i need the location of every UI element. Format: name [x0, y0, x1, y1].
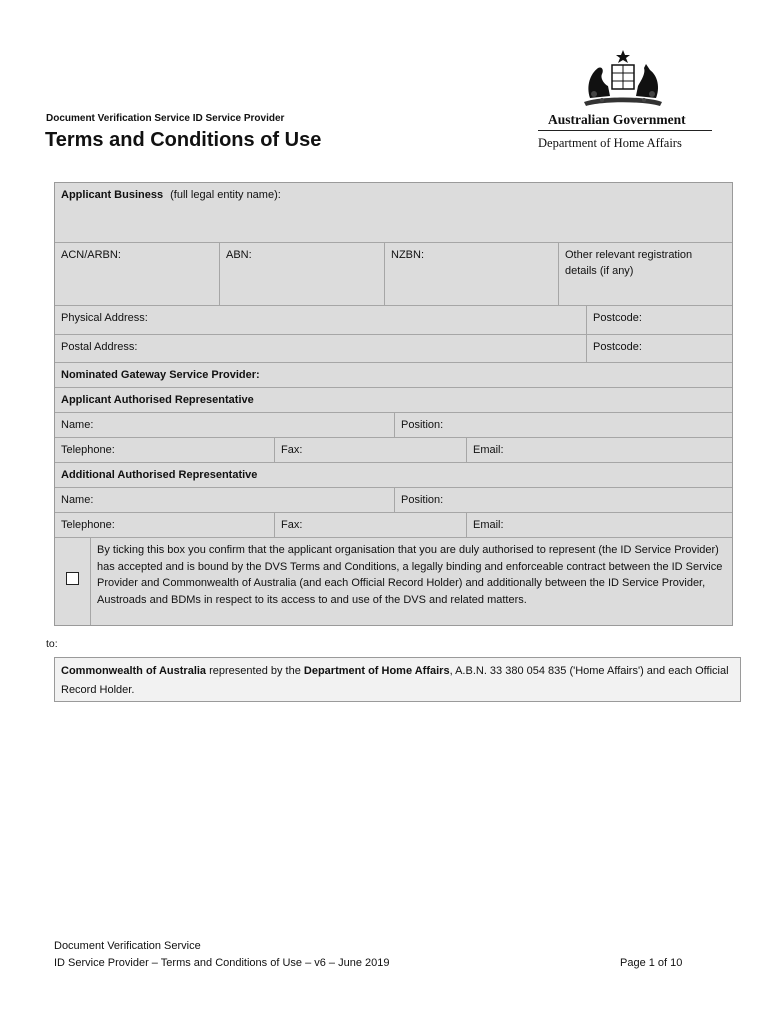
party-text-1: represented by the [206, 665, 304, 677]
position-label: Position: [401, 494, 444, 506]
confirmation-row [55, 537, 732, 625]
document-subtitle: Document Verification Service ID Service Provider [46, 113, 285, 124]
additional-email-field[interactable] [466, 513, 732, 537]
additional-fax-field[interactable] [274, 513, 466, 537]
gateway-row [55, 362, 732, 387]
additional-rep-heading-row [55, 462, 732, 487]
footer-line-2: ID Service Provider – Terms and Conditions of Use – v6 – June 2019 [54, 957, 390, 969]
party-department: Department of Home Affairs [303, 665, 450, 677]
additional-rep-heading: Additional Authorised Representative [55, 463, 732, 487]
document-title: Terms and Conditions of Use [45, 129, 322, 151]
fax-label: Fax: [281, 444, 303, 456]
confirm-checkbox[interactable] [66, 572, 79, 585]
postal-address-label: Postal Address: [61, 341, 138, 353]
department-name: Department of Home Affairs [538, 136, 682, 150]
nzbn-label: NZBN: [391, 249, 424, 261]
coat-of-arms-logo [580, 48, 666, 110]
applicant-business-label: Applicant Business [61, 189, 164, 201]
name-label: Name: [61, 419, 94, 431]
telephone-label: Telephone: [61, 444, 115, 456]
contracting-party-box [54, 657, 741, 702]
position-label: Position: [401, 419, 444, 431]
checkbox-cell [55, 538, 90, 625]
applicant-rep-heading-row [55, 387, 732, 412]
applicant-telephone-field[interactable] [55, 438, 274, 462]
abn-label: ABN: [226, 249, 252, 261]
page-number: Page 1 of 10 [620, 957, 683, 969]
registration-row [55, 242, 732, 305]
government-name: Australian Government [548, 112, 686, 127]
party-text-2: , A.B.N. 33 380 054 835 ('Home Affairs') and each Official Record Holder. [61, 665, 729, 696]
applicant-business-hint: (full legal entity name): [170, 189, 281, 201]
postal-address-row [55, 334, 732, 362]
applicant-email-field[interactable] [466, 438, 732, 462]
physical-address-label: Physical Address: [61, 312, 148, 324]
additional-position-field[interactable] [394, 488, 732, 512]
applicant-business-field[interactable] [55, 183, 732, 242]
acn-field[interactable] [55, 243, 219, 305]
divider [538, 130, 712, 131]
applicant-contact-row [55, 437, 732, 462]
postcode-label: Postcode: [593, 312, 642, 324]
physical-address-row [55, 305, 732, 334]
footer-line-1: Document Verification Service [54, 940, 201, 952]
applicant-position-field[interactable] [394, 413, 732, 437]
other-registration-label: Other relevant registration details (if any) [565, 249, 693, 277]
applicant-form [54, 182, 733, 626]
applicant-fax-field[interactable] [274, 438, 466, 462]
physical-address-field[interactable] [55, 306, 586, 334]
confirmation-text: By ticking this box you confirm that the applicant organisation that you are duly authorised to represent (the ID Service Provider) has accepted and is bound by the DVS Terms and Conditions, a legally binding and enforceable contract between the ID Service Provider and Commonwealth of Australia (and each Official Record Holder) and additionally between the ID Service Provider, Austroads and BDMs in respect to its access to and use of the DVS and related matters. [90, 538, 732, 625]
applicant-name-field[interactable] [55, 413, 394, 437]
other-registration-field[interactable] [558, 243, 732, 305]
applicant-name-row [55, 412, 732, 437]
email-label: Email: [473, 519, 504, 531]
telephone-label: Telephone: [61, 519, 115, 531]
postcode-label: Postcode: [593, 341, 642, 353]
postal-postcode-field[interactable] [586, 335, 732, 362]
gateway-label: Nominated Gateway Service Provider: [61, 369, 260, 381]
additional-name-row [55, 487, 732, 512]
applicant-business-row [55, 183, 732, 242]
additional-contact-row [55, 512, 732, 537]
abn-field[interactable] [219, 243, 384, 305]
to-label: to: [46, 638, 58, 650]
applicant-rep-heading: Applicant Authorised Representative [55, 388, 732, 412]
postal-address-field[interactable] [55, 335, 586, 362]
physical-postcode-field[interactable] [586, 306, 732, 334]
fax-label: Fax: [281, 519, 303, 531]
additional-name-field[interactable] [55, 488, 394, 512]
email-label: Email: [473, 444, 504, 456]
acn-label: ACN/ARBN: [61, 249, 121, 261]
gateway-field[interactable] [55, 363, 732, 387]
name-label: Name: [61, 494, 94, 506]
additional-telephone-field[interactable] [55, 513, 274, 537]
nzbn-field[interactable] [384, 243, 558, 305]
party-name: Commonwealth of Australia [61, 665, 207, 677]
